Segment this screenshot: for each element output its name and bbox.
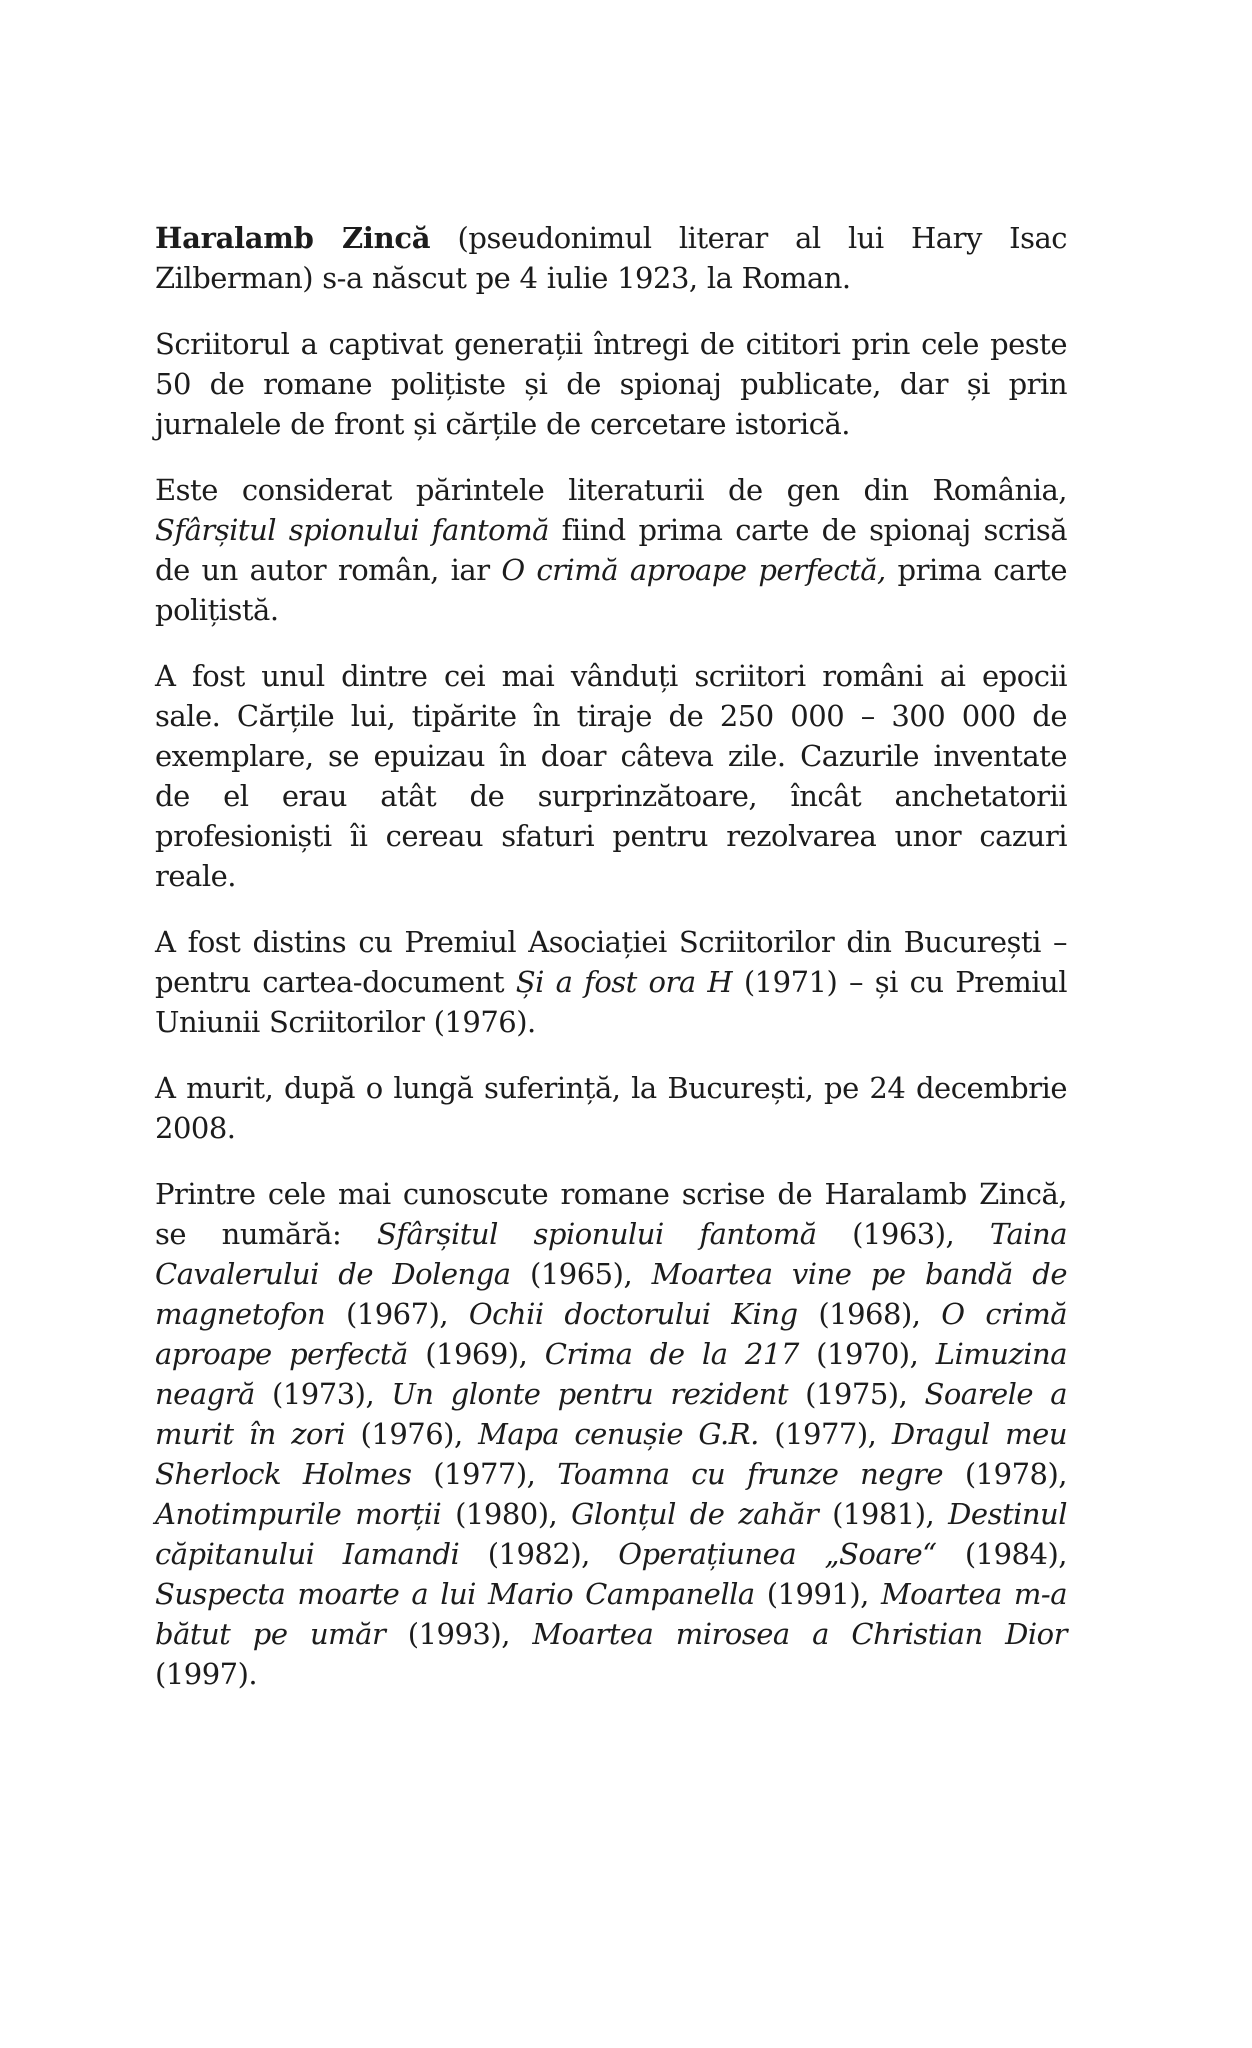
paragraph xyxy=(155,218,1067,298)
book-title: Operațiunea „Soare“ xyxy=(618,1537,937,1571)
text-run: (1968), xyxy=(797,1297,942,1331)
text-run: A murit, după o lungă suferință, la București, pe 24 decembrie 2008. xyxy=(155,1071,1067,1145)
text-run: Printre cele mai cunoscute romane scrise de Haralamb Zincă, se numără: xyxy=(155,1177,1067,1251)
book-title: Un glonte pentru rezident xyxy=(391,1377,788,1411)
book-title: Taina Cavalerului de Dolenga xyxy=(155,1217,1067,1291)
book-title: Sfârșitul spionului fantomă xyxy=(376,1217,817,1251)
text-run: (1993), xyxy=(385,1617,533,1651)
book-title: Moartea vine pe bandă de magnetofon xyxy=(155,1257,1067,1331)
biography-article xyxy=(155,218,1067,1694)
paragraph xyxy=(155,922,1067,1042)
book-title: Mapa cenușie G.R. xyxy=(478,1417,759,1451)
paragraph xyxy=(155,1068,1067,1148)
text-run: (1967), xyxy=(325,1297,469,1331)
paragraph xyxy=(155,656,1067,896)
person-name: Haralamb Zincă xyxy=(155,221,431,255)
text-run: (1997). xyxy=(155,1657,258,1691)
text-run: fiind prima carte de spionaj scrisă de un autor român, iar xyxy=(155,513,1067,587)
text-run: (1982), xyxy=(459,1537,619,1571)
book-title: O crimă aproape perfectă xyxy=(155,1297,1067,1371)
book-title: Ochii doctorului King xyxy=(468,1297,798,1331)
book-title: Limuzina neagră xyxy=(155,1337,1067,1411)
text-run: (1965), xyxy=(510,1257,652,1291)
paragraph xyxy=(155,1174,1067,1694)
text-run: (1963), xyxy=(816,1217,990,1251)
book-title: Glonțul de zahăr xyxy=(571,1497,819,1531)
text-run: Este considerat părintele literaturii de gen din România, xyxy=(155,473,1067,507)
text-run: (1980), xyxy=(441,1497,572,1531)
text-run: (1981), xyxy=(818,1497,949,1531)
text-run: (1970), xyxy=(798,1337,936,1371)
book-title: Dragul meu Sherlock Holmes xyxy=(155,1417,1067,1491)
book-title: Destinul căpitanului Iamandi xyxy=(155,1497,1068,1571)
text-run: A fost unul dintre cei mai vânduți scriitori români ai epocii sale. Cărțile lui, tipărite în tiraje de 250 000 – 300 000 de exemplare, se epuizau în doar câteva zile. Cazurile inventate de el erau atât de surprinzătoare, încât anchetatorii profesioniști îi cereau sfaturi pentru rezolvarea unor cazuri reale. xyxy=(155,659,1067,893)
text-run: (1973), xyxy=(254,1377,392,1411)
text-run: (pseudonimul literar al lui Hary Isac Zilberman) s-a născut pe 4 iulie 1923, la Roman. xyxy=(155,221,1068,295)
text-run: prima carte polițistă. xyxy=(155,553,1067,627)
book-title: Suspecta moarte a lui Mario Campanella xyxy=(155,1577,755,1611)
book-title: Anotimpurile morții xyxy=(155,1497,442,1531)
text-run: (1976), xyxy=(345,1417,479,1451)
text-run: (1977), xyxy=(411,1457,558,1491)
text-run: (1977), xyxy=(758,1417,892,1451)
text-run: (1969), xyxy=(407,1337,545,1371)
text-run: (1975), xyxy=(787,1377,925,1411)
paragraph xyxy=(155,324,1067,444)
text-run: Scriitorul a captivat generații întregi de cititori prin cele peste 50 de romane polițiste și de spionaj publicate, dar și prin jurnalele de front și cărțile de cercetare istorică. xyxy=(155,327,1067,441)
text-run: (1971) – și cu Premiul Uniunii Scriitorilor (1976). xyxy=(155,965,1067,1039)
text-run: A fost distins cu Premiul Asociației Scriitorilor din București – pentru cartea-document xyxy=(155,925,1067,999)
book-title: O crimă aproape perfectă, xyxy=(501,553,886,587)
text-run: (1991), xyxy=(754,1577,881,1611)
text-run: (1978), xyxy=(943,1457,1068,1491)
text-run: (1984), xyxy=(936,1537,1067,1571)
book-title: Sfârșitul spionului fantomă xyxy=(155,513,549,547)
book-title: Soarele a murit în zori xyxy=(155,1377,1067,1451)
book-title: Moartea mirosea a Christian Dior xyxy=(532,1617,1067,1651)
book-title: Moartea m-a bătut pe umăr xyxy=(155,1577,1067,1651)
book-title: Crima de la 217 xyxy=(544,1337,799,1371)
book-title: Toamna cu frunze negre xyxy=(557,1457,944,1491)
paragraph xyxy=(155,470,1067,630)
book-title: Și a fost ora H xyxy=(515,965,733,999)
